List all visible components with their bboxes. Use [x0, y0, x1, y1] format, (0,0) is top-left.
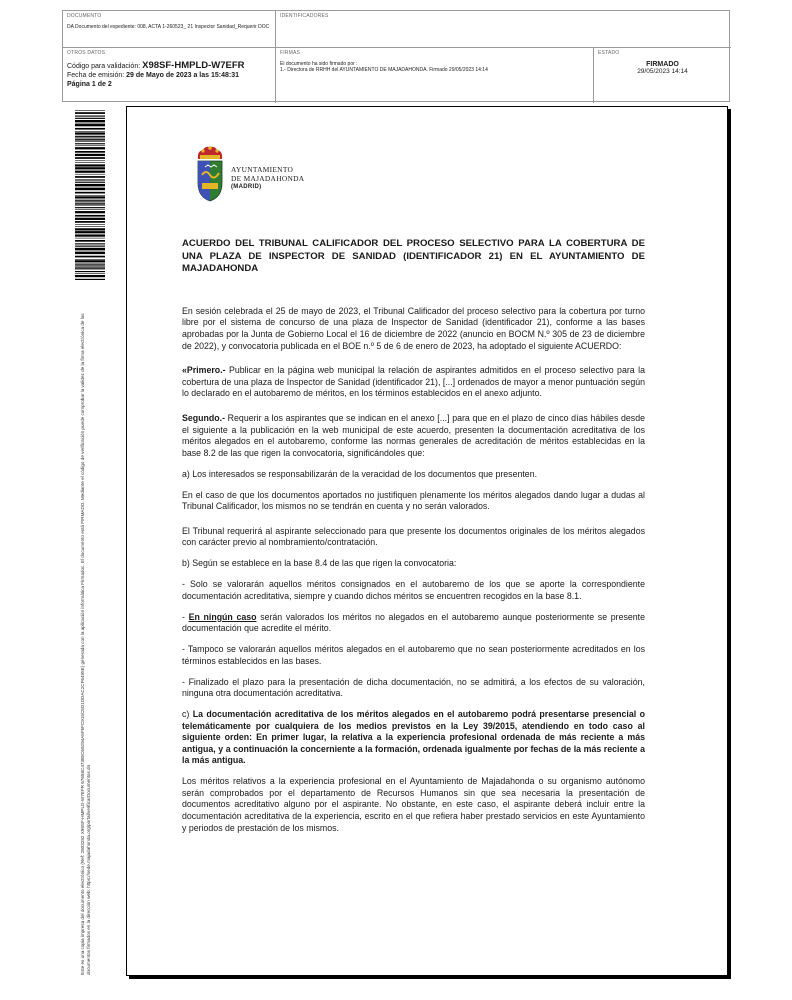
codigo-label: Código para validación:: [67, 63, 141, 70]
firmas-cell: [276, 48, 594, 103]
validation-code[interactable]: [67, 61, 271, 71]
segundo-text: Requerir a los aspirantes que se indican en el anexo [...] para que en el plazo de cinco días hábiles desde el siguiente a la publicación en la web municipal de este acuerdo, presenten la documentación acreditativa de los méritos alegados en el autobaremo, conforme las normas generales de acreditación de méritos establecidas en la base 8.2 de las que rigen la convocatoria, significándoles que:: [182, 412, 645, 458]
page-count: Página 1 de 2: [67, 81, 112, 88]
fecha-label: Fecha de emisión:: [67, 72, 125, 79]
verification-side-note: Este es una copia impresa del documento electrónico (Ref: 2803282 X98SF-HMPLD-W7EFR 67658C47485C69294A5F5FC915C5D1DDAC2CF6495E) generada con la aplicación informática Firmadoc. El documento está FIRMADO. Mediante el código de verificación puede comprobar la validez de la firma electrónica de los documentos firmados en la dirección web: https://sede.majadahonda.org/portal/verificarDocumentos.do: [80, 313, 91, 975]
dash-item-3: - Tampoco se valorarán aquellos méritos alegados en el autobaremo que no sean posteriormente acreditados en los términos establecidos en las bases.: [182, 644, 645, 666]
codigo-value: X98SF-HMPLD-W7EFR: [142, 60, 245, 71]
intro-paragraph: En sesión celebrada el 25 de mayo de 2023, el Tribunal Calificador del proceso selectivo para la cobertura por turno libre por el sistema de concurso de una plaza de Inspector de Sanidad (identificador 21), conforme a las bases aprobadas por la Junta de Gobierno Local el 16 de diciembre de 2022 (anuncio en BOCM N.º 305 de 23 de diciembre de 2022), y convocatoria publicada en el BOE n.º 5 de 6 de enero de 2023, ha adoptado el siguiente ACUERDO:: [182, 305, 645, 351]
primero-paragraph: [182, 365, 645, 400]
estado-value: FIRMADO: [646, 61, 679, 68]
firmas-value: 1.- Directora de RRHH del AYUNTAMIENTO DE MAJADAHONDA. Firmado 29/05/2023 14:14: [280, 67, 488, 73]
org-line1: AYUNTAMIENTO: [231, 165, 294, 174]
fecha-value: 29 de Mayo de 2023 a las 15:48:31: [126, 72, 240, 79]
document-body: [182, 238, 645, 844]
dash-item-1: - Solo se valorarán aquellos méritos consignados en el autobaremo de los que se aporte la correspondiente documentación acreditativa, siempre y cuando dichos méritos se encuentren recogidos en la base 8.1.: [182, 579, 645, 601]
caso-paragraph: En el caso de que los documentos aportados no justifiquen plenamente los méritos alegados dando lugar a dudas al Tribunal Calificador, los mismos no se tendrán en cuenta y no serán valorados.: [182, 489, 645, 512]
segundo-label: Segundo.-: [182, 412, 226, 423]
identificadores-label: IDENTIFICADORES: [280, 13, 329, 19]
tribunal-paragraph: El Tribunal requerirá al aspirante seleccionado para que presente los documentos originales de los méritos alegados con carácter previo al nombramiento/contratación.: [182, 525, 645, 548]
dash2-prefix: -: [182, 611, 189, 622]
documento-label: DOCUMENTO: [67, 13, 102, 19]
coat-of-arms-logo: [193, 145, 227, 203]
organization-name: [231, 165, 304, 192]
documento-cell: [63, 11, 276, 48]
segundo-paragraph: [182, 413, 645, 459]
primero-label: «Primero.-: [182, 365, 226, 376]
final-paragraph: Los méritos relativos a la experiencia profesional en el Ayuntamiento de Majadahonda o su organismo autónomo serán comprobados por el departamento de Recursos Humanos sin que sea necesaria la presentación de documentos acreditativo alguno por el aspirante. No obstante, en este caso, el aspirante deberá incluir entre la documentación acreditativa de la experiencia, escrito en el que refiera haber prestado servicios en este Ayuntamiento y periodos de prestación de los mismos.: [182, 776, 645, 833]
estado-label: ESTADO: [598, 50, 620, 56]
firmas-intro: El documento ha sido firmado por :: [280, 61, 358, 67]
dash-item-2: [182, 612, 645, 635]
otros-label: OTROS DATOS: [67, 50, 106, 56]
emission-date: [67, 71, 271, 80]
firmas-label: FIRMAS: [280, 50, 301, 56]
org-line3: (MADRID): [231, 184, 262, 190]
dash-item-4: - Finalizado el plazo para la presentación de dicha documentación, no se admitirá, a los efectos de su valoración, ninguna otra documentación acreditativa.: [182, 676, 645, 699]
estado-date: 29/05/2023 14:14: [637, 68, 688, 75]
item-a: a) Los interesados se responsabilizarán de la veracidad de los documentos que presenten.: [182, 468, 538, 479]
barcode: [75, 110, 105, 280]
estado-cell: [594, 48, 731, 103]
item-c: [182, 709, 645, 767]
item-c-prefix: c): [182, 709, 193, 719]
documento-value: DA Documento del expediente: 008, ACTA 1-260523_ 21 Inspector Sanidad_Requerir DOC: [67, 24, 270, 30]
otros-datos-cell: [63, 48, 276, 103]
signature-header: [62, 10, 730, 102]
dash2-emphasis: En ningún caso: [188, 611, 257, 622]
identificadores-cell: [276, 11, 731, 48]
document-page: [126, 106, 728, 976]
item-c-bold: La documentación acreditativa de los méritos alegados en el autobaremo podrá presentarse presencial o telemáticamente por cualquiera de los medios previstos en la Ley 39/2015, atendiendo en todo caso al siguiente orden: En primer lugar, la relativa a la experiencia profesional ordenada de más reciente a más antigua, y a continuación la concerniente a la formación, ordenada igualmente por fechas de la más reciente a la más antigua.: [182, 709, 645, 766]
org-line2: DE MAJADAHONDA: [231, 174, 305, 183]
document-title: ACUERDO DEL TRIBUNAL CALIFICADOR DEL PROCESO SELECTIVO PARA LA COBERTURA DE UNA PLAZA DE INSPECTOR DE SANIDAD (IDENTIFICADOR 21) EN EL AYUNTAMIENTO DE MAJADAHONDA: [182, 238, 645, 275]
primero-text: Publicar en la página web municipal la relación de aspirantes admitidos en el proceso selectivo para la cobertura de una plaza de Inspector de Sanidad (identificador 21), [...] ordenados de mayor a menor puntuación según lo declarado en el autobaremo de méritos, en los términos establecidos en el anexo adjunto.: [182, 365, 645, 399]
item-b: b) Según se establece en la base 8.4 de las que rigen la convocatoria:: [182, 558, 457, 569]
dash2-text: serán valorados los méritos no alegados en el autobaremo aunque posteriormente se presente documentación que acredite el mérito.: [182, 611, 645, 634]
